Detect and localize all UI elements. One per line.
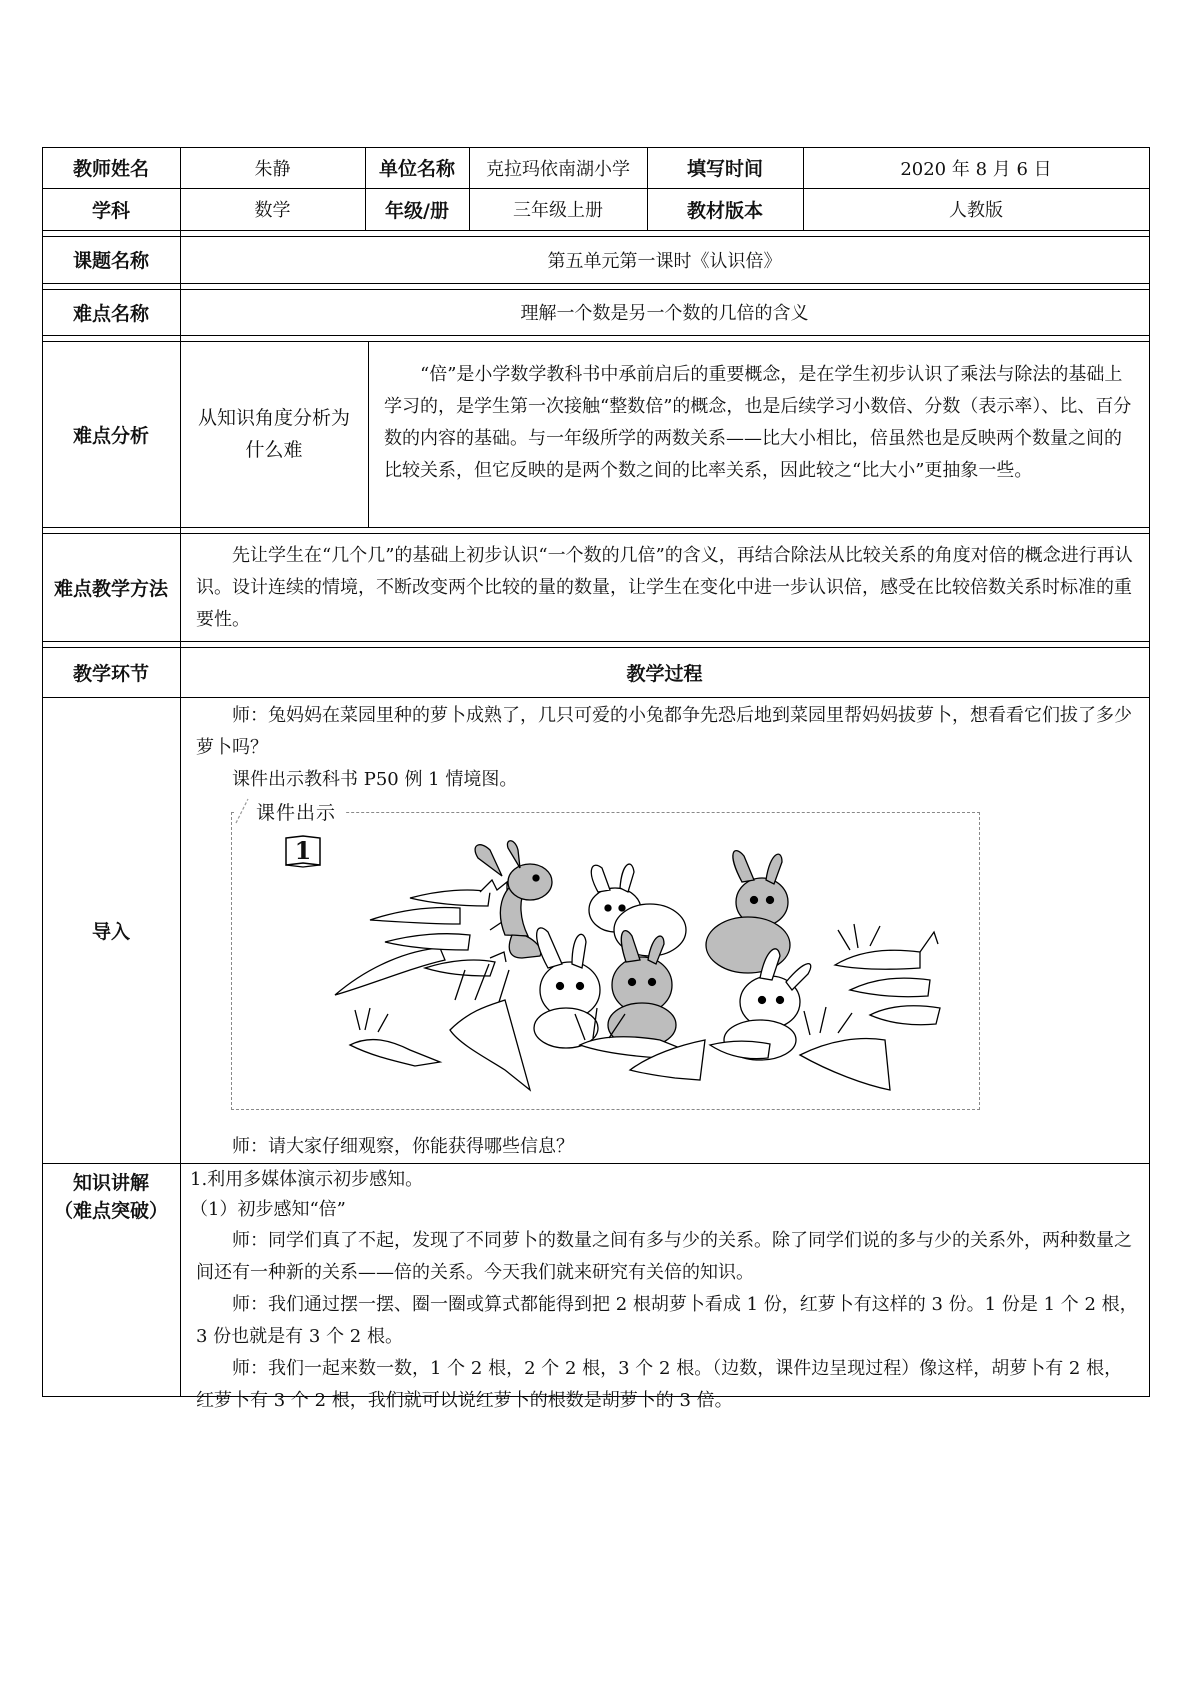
subject-value: 数学 bbox=[254, 200, 291, 221]
unit-name-label: 单位名称 bbox=[378, 158, 455, 180]
rabbit-white-back bbox=[589, 864, 686, 956]
courseware-tab bbox=[236, 795, 346, 825]
carrot-pile-left bbox=[335, 880, 518, 995]
example-number: 1 bbox=[294, 836, 312, 865]
knowledge-content bbox=[182, 1163, 1149, 1411]
courseware-tab-corner-icon bbox=[234, 795, 254, 825]
edition-label: 教材版本 bbox=[686, 199, 763, 222]
analysis-angle-text: 从知识角度分析为什么难 bbox=[197, 407, 350, 461]
intro-paragraph-3: 师：请大家仔细观察，你能获得哪些信息？ bbox=[232, 1136, 574, 1157]
knowledge-paragraph-3: 师：我们一起来数一数，1 个 2 根，2 个 2 根，3 个 2 根。（边数，课件边呈现过程）像这样，胡萝卜有 2 根，红萝卜有 3 个 2 根，我们就可以说红萝卜的根数是胡萝卜的 3 倍。 bbox=[196, 1358, 1123, 1411]
knowledge-label bbox=[42, 1163, 180, 1233]
knowledge-line-2: （1）初步感知“倍” bbox=[190, 1199, 346, 1220]
carrot-pile-right bbox=[800, 924, 940, 1090]
analysis-label: 难点分析 bbox=[72, 424, 149, 447]
analysis-angle bbox=[180, 341, 368, 527]
rabbits-carrots-illustration bbox=[330, 840, 950, 1105]
analysis-text-cell bbox=[370, 341, 1149, 527]
process-section-label: 教学环节 bbox=[72, 662, 149, 685]
fill-date-label: 填写时间 bbox=[686, 158, 763, 180]
knowledge-label-line2: （难点突破） bbox=[53, 1200, 168, 1222]
knowledge-line-1: 1.利用多媒体演示初步感知。 bbox=[190, 1169, 424, 1190]
difficulty-label: 难点名称 bbox=[72, 302, 149, 325]
topic-label: 课题名称 bbox=[72, 250, 149, 272]
carrot-pile-bottom-left bbox=[350, 964, 530, 1090]
topic-value: 第五单元第一课时《认识倍》 bbox=[547, 250, 782, 272]
method-label: 难点教学方法 bbox=[53, 577, 168, 600]
difficulty-value: 理解一个数是另一个数的几倍的含义 bbox=[520, 303, 809, 324]
intro-paragraph-1: 师：兔妈妈在菜园里种的萝卜成熟了，几只可爱的小兔都争先恐后地到菜园里帮妈妈拔萝卜，想看看它们拔了多少萝卜吗？ bbox=[196, 705, 1132, 758]
process-section-title: 教学过程 bbox=[626, 662, 703, 685]
rabbit-white-front-left bbox=[534, 928, 600, 1048]
knowledge-paragraph-1: 师：同学们真了不起，发现了不同萝卜的数量之间有多与少的关系。除了同学们说的多与少的关系外，两种数量之间还有一种新的关系——倍的关系。今天我们就来研究有关倍的知识。 bbox=[196, 1230, 1132, 1283]
method-text-cell bbox=[182, 533, 1149, 641]
teacher-name-value: 朱静 bbox=[254, 158, 291, 180]
method-text: 先让学生在“几个几”的基础上初步认识“一个数的几倍”的含义，再结合除法从比较关系的角度对倍的概念进行再认识。设计连续的情境，不断改变两个比较的量的数量，让学生在变化中进一步认识倍，感受在比较倍数关系时标准的重要性。 bbox=[196, 545, 1133, 630]
grade-value: 三年级上册 bbox=[513, 200, 603, 221]
knowledge-label-line1: 知识讲解 bbox=[72, 1172, 149, 1194]
analysis-text: “倍”是小学数学教科书中承前启后的重要概念，是在学生初步认识了乘法与除法的基础上学习的，是学生第一次接触“整数倍”的概念，也是后续学习小数倍、分数（表示率）、比、百分数的内容的基础。与一年级所学的两数关系——比大小相比，倍虽然也是反映两个数量之间的比较关系，但它反映的是两个数之间的比率关系，因此较之“比大小”更抽象一些。 bbox=[384, 364, 1132, 481]
grade-label: 年级/册 bbox=[385, 199, 449, 222]
example-number-badge bbox=[283, 833, 323, 869]
knowledge-paragraph-2: 师：我们通过摆一摆、圈一圈或算式都能得到把 2 根胡萝卜看成 1 份，红萝卜有这样的 3 份。1 份是 1 个 2 根，3 份也就是有 3 个 2 根。 bbox=[196, 1294, 1138, 1347]
intro-question-cell bbox=[182, 1131, 1149, 1163]
edition-value: 人教版 bbox=[949, 200, 1003, 221]
courseware-title: 课件出示 bbox=[256, 802, 337, 824]
intro-paragraph-2: 课件出示教科书 P50 例 1 情境图。 bbox=[232, 769, 518, 790]
intro-label: 导入 bbox=[91, 920, 130, 943]
fill-date-value: 2020 年 8 月 6 日 bbox=[900, 158, 1052, 180]
subject-label: 学科 bbox=[91, 199, 130, 222]
teacher-name-label: 教师姓名 bbox=[72, 158, 149, 180]
unit-name-value: 克拉玛依南湖小学 bbox=[486, 158, 630, 180]
